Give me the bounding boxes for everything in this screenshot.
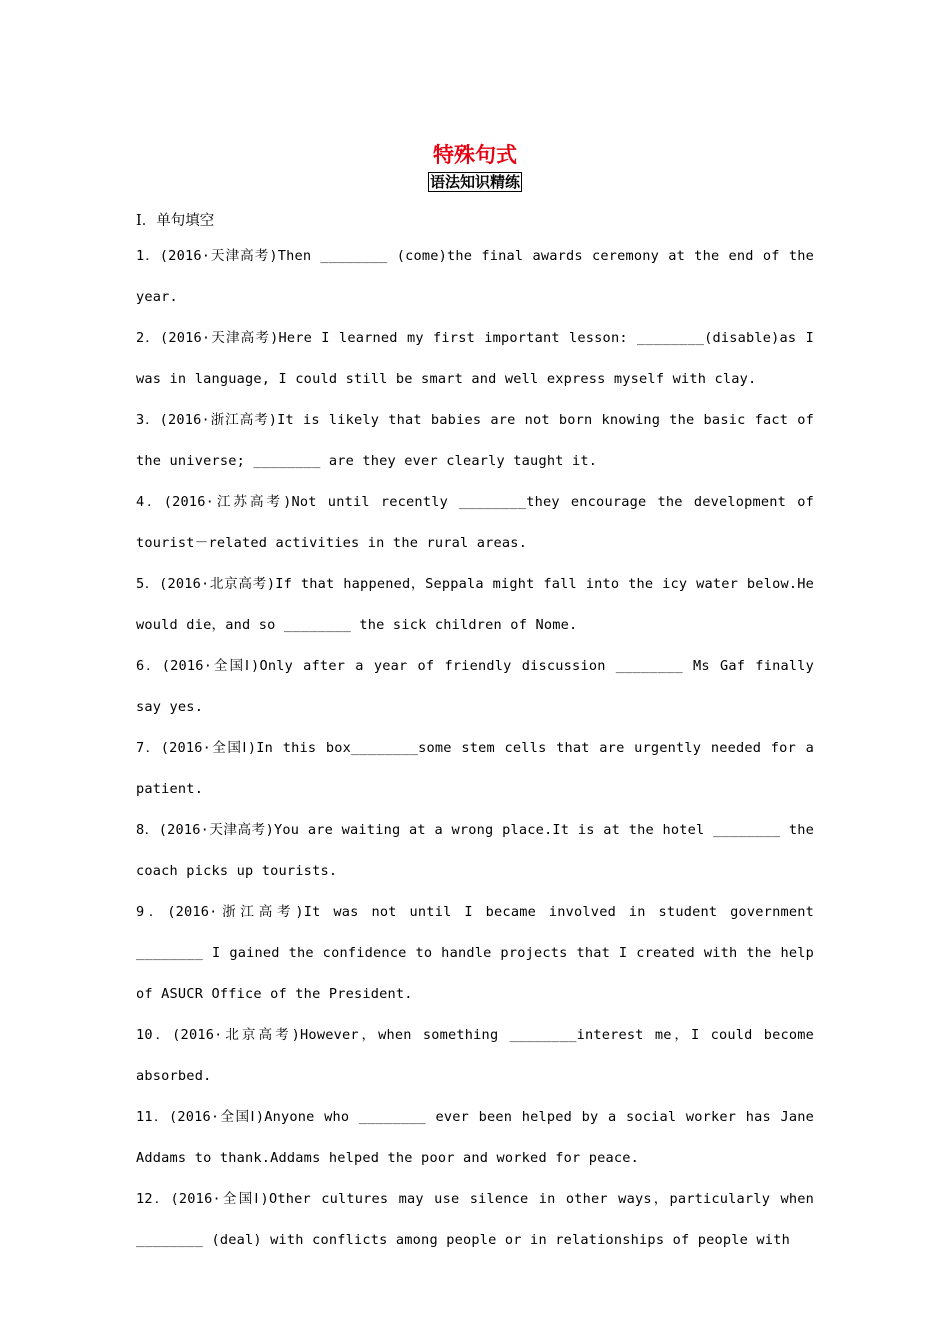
question-item-8: 8．(2016·天津高考)You are waiting at a wrong place.It is at the hotel ________ the coach picks up tourists. [136, 822, 814, 879]
document-page [136, 140, 814, 1261]
question-item-4: 4．(2016·江苏高考)Not until recently ________they encourage the development of tourist－related activities in the rural areas. [136, 494, 814, 551]
question-list [136, 236, 814, 1261]
question-item-2: 2．(2016·天津高考)Here I learned my first important lesson: ________(disable)as I was in language, I could still be smart and well express myself with clay. [136, 330, 814, 387]
page-title: 特殊句式 [433, 143, 517, 167]
question-item-10: 10．(2016·北京高考)However，when something ________interest me，I could become absorbed. [136, 1027, 814, 1084]
section-subtitle-box: 语法知识精练 [429, 173, 520, 191]
question-item-6: 6．(2016·全国Ⅰ)Only after a year of friendly discussion ________ Ms Gaf finally say yes. [136, 658, 814, 715]
question-item-5: 5．(2016·北京高考)If that happened，Seppala might fall into the icy water below.He would die，and so ________ the sick children of Nome. [136, 576, 814, 633]
section-heading: I．单句填空 [136, 213, 215, 229]
question-item-3: 3．(2016·浙江高考)It is likely that babies are not born knowing the basic fact of the universe; ________ are they ever clearly taught it. [136, 412, 814, 469]
question-item-12: 12．(2016·全国Ⅰ)Other cultures may use silence in other ways，particularly when ________ (deal) with conflicts among people or in relationships of people with [136, 1191, 814, 1248]
question-item-11: 11．(2016·全国Ⅰ)Anyone who ________ ever been helped by a social worker has Jane Addams to thank.Addams helped the poor and worked for peace. [136, 1109, 814, 1166]
question-item-1: 1．(2016·天津高考)Then ________ (come)the final awards ceremony at the end of the year. [136, 248, 814, 305]
subtitle-wrap [136, 172, 814, 192]
question-item-9: 9．(2016·浙江高考)It was not until I became involved in student government ________ I gained the confidence to handle projects that I created with the help of ASUCR Office of the President. [136, 904, 814, 1002]
question-item-7: 7．(2016·全国Ⅰ)In this box________some stem cells that are urgently needed for a patient. [136, 740, 814, 797]
